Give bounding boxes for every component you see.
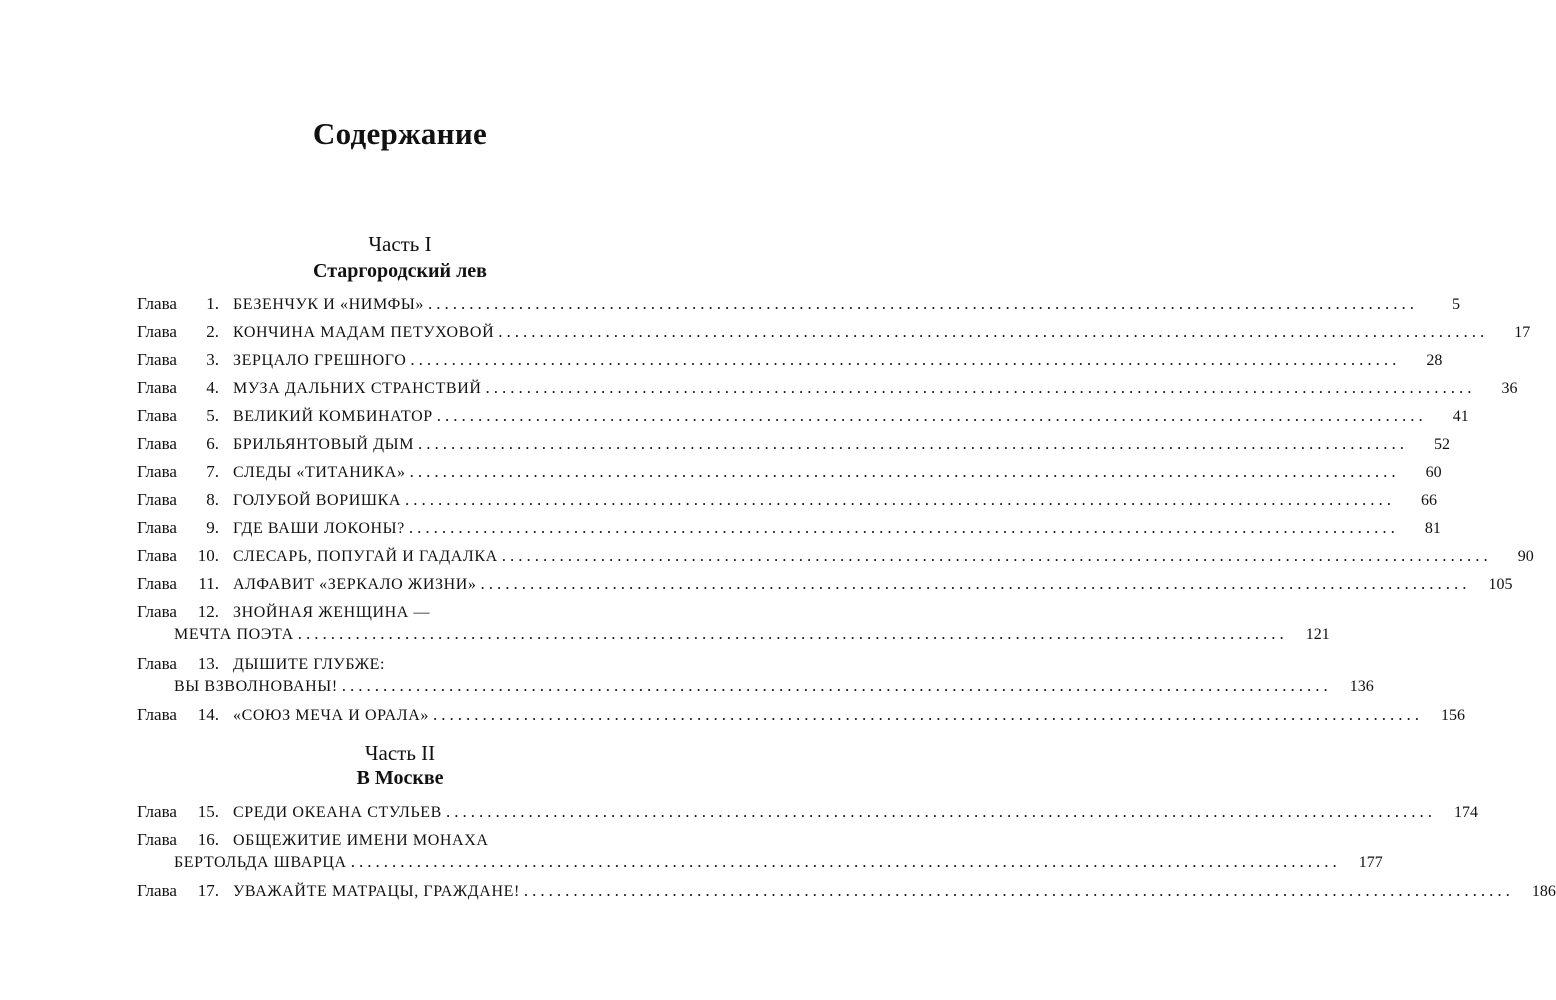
chapter-title: ОБЩЕЖИТИЕ ИМЕНИ МОНАХА [233, 832, 489, 849]
page-number: 136 [1349, 678, 1374, 695]
chapter-word: Глава [137, 802, 177, 821]
dot-leader: ........................................................................................................................ [297, 624, 1288, 643]
part-number: Часть I [368, 232, 432, 256]
page-number: 41 [1452, 408, 1469, 425]
page-number: 28 [1426, 352, 1443, 369]
page-number: 5 [1451, 296, 1460, 313]
chapter-number: 15. [197, 802, 219, 821]
toc-entry[interactable] [137, 573, 1513, 595]
chapter-number: 1. [206, 294, 219, 313]
chapter-title: СЛЕДЫ «ТИТАНИКА» [233, 464, 406, 481]
chapter-number: 8. [206, 490, 219, 509]
page-number: 121 [1305, 626, 1330, 643]
chapter-title: ЗЕРЦАЛО ГРЕШНОГО [233, 352, 407, 369]
chapter-number: 12. [197, 602, 219, 621]
toc-entry[interactable] [137, 545, 1534, 567]
toc-entry[interactable] [137, 801, 1478, 823]
dot-leader: ........................................................................................................................ [436, 406, 1427, 425]
page-number: 90 [1517, 548, 1534, 565]
chapter-number: 6. [206, 434, 219, 453]
chapter-title: МУЗА ДАЛЬНИХ СТРАНСТВИЙ [233, 380, 482, 397]
chapter-title: КОНЧИНА МАДАМ ПЕТУХОВОЙ [233, 324, 495, 341]
dot-leader: ........................................................................................................................ [408, 518, 1399, 537]
chapter-title: АЛФАВИТ «ЗЕРКАЛО ЖИЗНИ» [233, 576, 477, 593]
chapter-title: ЗНОЙНАЯ ЖЕНЩИНА — [233, 604, 431, 621]
chapter-word: Глава [137, 830, 177, 849]
page-number: 177 [1358, 854, 1383, 871]
chapter-title: СРЕДИ ОКЕАНА СТУЛЬЕВ [233, 804, 442, 821]
chapter-word: Глава [137, 378, 177, 397]
toc-entry[interactable] [137, 880, 1556, 902]
toc-entry[interactable] [137, 829, 1383, 873]
dot-leader: ........................................................................................................................ [341, 676, 1332, 695]
page-number: 60 [1425, 464, 1442, 481]
toc-entry[interactable] [137, 653, 1374, 697]
toc-entry[interactable] [137, 489, 1438, 511]
dot-leader: ........................................................................................................................ [445, 802, 1436, 821]
chapter-title-continued: МЕЧТА ПОЭТА [174, 626, 294, 643]
chapter-title: «СОЮЗ МЕЧА И ОРАЛА» [233, 707, 429, 724]
part-name: В Москве [356, 767, 444, 789]
toc-entry[interactable] [137, 293, 1460, 315]
chapter-title: ВЕЛИКИЙ КОМБИНАТОР [233, 408, 433, 425]
page-number: 105 [1488, 576, 1513, 593]
chapter-number: 3. [206, 350, 219, 369]
chapter-number: 13. [197, 654, 219, 673]
toc-entry[interactable] [137, 405, 1469, 427]
dot-leader: ........................................................................................................................ [350, 852, 1341, 871]
chapter-title: ГДЕ ВАШИ ЛОКОНЫ? [233, 520, 405, 537]
dot-leader: ........................................................................................................................ [409, 462, 1400, 481]
chapter-word: Глава [137, 546, 177, 565]
chapter-word: Глава [137, 406, 177, 425]
dot-leader: ........................................................................................................................ [418, 434, 1409, 453]
chapter-word: Глава [137, 490, 177, 509]
page-number: 186 [1531, 883, 1556, 900]
chapter-title: ДЫШИТЕ ГЛУБЖЕ: [233, 656, 386, 673]
chapter-word: Глава [137, 574, 177, 593]
dot-leader: ........................................................................................................................ [480, 574, 1471, 593]
chapter-title: СЛЕСАРЬ, ПОПУГАЙ И ГАДАЛКА [233, 548, 498, 565]
chapter-word: Глава [137, 518, 177, 537]
page-number: 81 [1424, 520, 1441, 537]
chapter-word: Глава [137, 294, 177, 313]
dot-leader: ........................................................................................................................ [485, 378, 1476, 397]
chapter-word: Глава [137, 434, 177, 453]
part-name: Старгородский лев [313, 260, 487, 282]
page-number: 17 [1514, 324, 1531, 341]
dot-leader: ........................................................................................................................ [501, 546, 1492, 565]
dot-leader: ........................................................................................................................ [405, 490, 1396, 509]
dot-leader: ........................................................................................................................ [523, 881, 1514, 900]
toc-entry[interactable] [137, 377, 1518, 399]
chapter-number: 11. [198, 574, 219, 593]
chapter-number: 5. [206, 406, 219, 425]
dot-leader: ........................................................................................................................ [410, 350, 1401, 369]
chapter-title: БРИЛЬЯНТОВЫЙ ДЫМ [233, 436, 415, 453]
part-number: Часть II [364, 741, 436, 765]
toc-entry[interactable] [137, 601, 1330, 645]
page-number: 52 [1434, 436, 1451, 453]
chapter-title-continued: БЕРТОЛЬДА ШВАРЦА [174, 854, 347, 871]
page-title: Содержание [312, 116, 488, 151]
toc-entry[interactable] [137, 704, 1465, 726]
page-number: 156 [1440, 707, 1465, 724]
chapter-number: 7. [206, 462, 219, 481]
chapter-title: ГОЛУБОЙ ВОРИШКА [233, 492, 402, 509]
chapter-title: БЕЗЕНЧУК И «НИМФЫ» [233, 296, 424, 313]
dot-leader: ........................................................................................................................ [432, 705, 1423, 724]
chapter-number: 10. [197, 546, 219, 565]
chapter-number: 4. [206, 378, 219, 397]
chapter-number: 14. [197, 705, 219, 724]
chapter-number: 9. [206, 518, 219, 537]
toc-entry[interactable] [137, 433, 1451, 455]
chapter-word: Глава [137, 881, 177, 900]
chapter-title-continued: ВЫ ВЗВОЛНОВАНЫ! [174, 678, 338, 695]
chapter-word: Глава [137, 462, 177, 481]
toc-entry[interactable] [137, 461, 1442, 483]
chapter-word: Глава [137, 705, 177, 724]
page-number: 36 [1501, 380, 1518, 397]
chapter-number: 2. [206, 322, 219, 341]
dot-leader: ........................................................................................................................ [498, 322, 1489, 341]
dot-leader: ........................................................................................................................ [427, 294, 1418, 313]
chapter-word: Глава [137, 602, 177, 621]
chapter-word: Глава [137, 654, 177, 673]
page-number: 174 [1453, 804, 1478, 821]
chapter-word: Глава [137, 350, 177, 369]
toc-entry[interactable] [137, 517, 1441, 539]
page-number: 66 [1421, 492, 1438, 509]
toc-entry[interactable] [137, 321, 1531, 343]
chapter-title: УВАЖАЙТЕ МАТРАЦЫ, ГРАЖДАНЕ! [233, 883, 520, 900]
toc-entry[interactable] [137, 349, 1443, 371]
chapter-number: 17. [197, 881, 219, 900]
chapter-word: Глава [137, 322, 177, 341]
chapter-number: 16. [197, 830, 219, 849]
